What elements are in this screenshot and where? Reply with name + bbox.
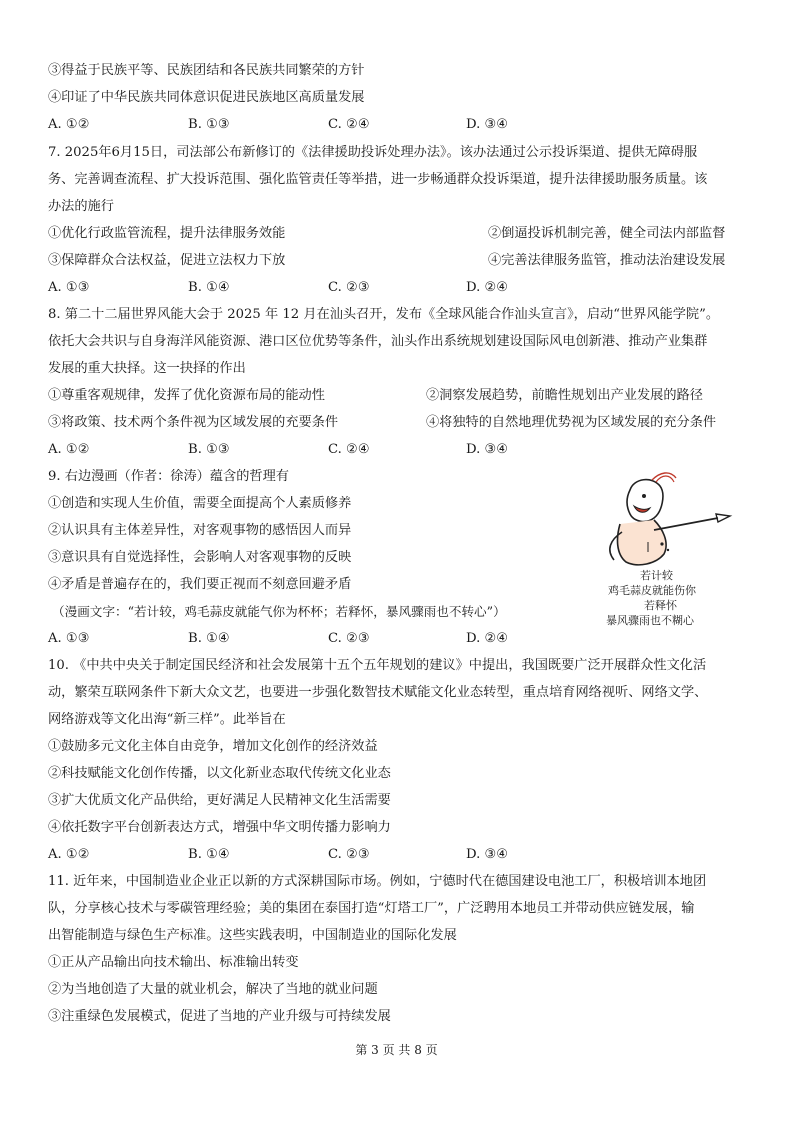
- q9-choice-d[interactable]: D. ②④: [466, 631, 509, 646]
- q8-choice-d[interactable]: D. ③④: [466, 442, 509, 457]
- q6-choice-b[interactable]: B. ①③: [188, 117, 230, 132]
- q11-statement-1: ①正从产品输出向技术输出、标准输出转变: [48, 955, 299, 970]
- q11-stem-line-2: 队，分享核心技术与零碳管理经验；美的集团在泰国打造“灯塔工厂”，广泛聘用本地员工并带动供应链发展，输: [48, 901, 695, 916]
- q10-stem-line-3: 网络游戏等文化出海“新三样”。此举旨在: [48, 712, 286, 727]
- q8-statement-4: ④将独特的自然地理优势视为区域发展的充分条件: [426, 415, 717, 430]
- q10-stem-line-1: 10. 《中共中央关于制定国民经济和社会发展第十五个五年规划的建议》中提出，我国既要广泛开展群众性文化活: [48, 658, 707, 673]
- q11-statement-2: ②为当地创造了大量的就业机会，解决了当地的就业问题: [48, 982, 378, 997]
- q7-statement-3: ③保障群众合法权益，促进立法权力下放: [48, 253, 286, 268]
- q10-statement-2: ②科技赋能文化创作传播，以文化新业态取代传统文化业态: [48, 766, 391, 781]
- q10-choice-b[interactable]: B. ①④: [188, 847, 230, 862]
- q8-statement-1: ①尊重客观规律，发挥了优化资源布局的能动性: [48, 388, 325, 403]
- q8-choices: [48, 441, 745, 459]
- q10-stem-line-2: 动，繁荣互联网条件下新大众文艺，也要进一步强化数智技术赋能文化业态转型，重点培育网络视听、网络文学、: [48, 685, 708, 700]
- q9-choice-a[interactable]: A. ①③: [48, 631, 90, 646]
- q8-choice-a[interactable]: A. ①②: [48, 442, 90, 457]
- q6-choice-d[interactable]: D. ③④: [466, 117, 509, 132]
- q7-choice-a[interactable]: A. ①③: [48, 280, 90, 295]
- q8-stem-line-3: 发展的重大抉择。这一抉择的作出: [48, 361, 246, 376]
- q9-cartoon-note: （漫画文字：“若计较，鸡毛蒜皮就能气你为杯杯；若释怀，暴风骤雨也不转心”）: [52, 604, 506, 619]
- q10-choice-d[interactable]: D. ③④: [466, 847, 509, 862]
- q10-statement-1: ①鼓励多元文化主体自由竞争，增加文化创作的经济效益: [48, 739, 378, 754]
- q7-statement-4: ④完善法律服务监管，推动法治建设发展: [488, 253, 726, 268]
- q7-statement-1: ①优化行政监管流程，提升法律服务效能: [48, 226, 286, 241]
- q6-statement-3: ③得益于民族平等、民族团结和各民族共同繁荣的方针: [48, 63, 365, 78]
- q9-statement-4: ④矛盾是普遍存在的，我们要正视而不刻意回避矛盾: [48, 577, 352, 592]
- q6-choices: [48, 116, 745, 134]
- q8-statement-3: ③将政策、技术两个条件视为区域发展的充要条件: [48, 415, 339, 430]
- cartoon-caption-line-4: 暴风骤雨也不糊心: [606, 614, 694, 627]
- q7-choice-d[interactable]: D. ②④: [466, 280, 509, 295]
- q7-statement-2: ②倒逼投诉机制完善，健全司法内部监督: [488, 226, 726, 241]
- q9-choice-b[interactable]: B. ①④: [188, 631, 230, 646]
- q8-stem-line-1: 8. 第二十二届世界风能大会于 2025 年 12 月在汕头召开，发布《全球风能合作汕头宣言》，启动“世界风能学院”。: [48, 307, 720, 322]
- q8-choice-c[interactable]: C. ②④: [328, 442, 370, 457]
- q11-stem-line-3: 出智能制造与绿色生产标准。这些实践表明，中国制造业的国际化发展: [48, 928, 457, 943]
- q7-choice-b[interactable]: B. ①④: [188, 280, 230, 295]
- q7-stem-line-3: 办法的施行: [48, 199, 114, 214]
- q9-statement-3: ③意识具有自觉选择性，会影响人对客观事物的反映: [48, 550, 352, 565]
- q10-choice-c[interactable]: C. ②③: [328, 847, 370, 862]
- q7-stem-line-1: 7. 2025年6月15日，司法部公布新修订的《法律援助投诉处理办法》。该办法通过公示投诉渠道、提供无障碍服: [48, 145, 698, 160]
- q8-stem-line-2: 依托大会共识与自身海洋风能资源、港口区位优势等条件，汕头作出系统规划建设国际风电创新港、推动产业集群: [48, 334, 708, 349]
- q10-choices: [48, 846, 745, 864]
- q6-choice-a[interactable]: A. ①②: [48, 117, 90, 132]
- q6-statement-4: ④印证了中华民族共同体意识促进民族地区高质量发展: [48, 90, 365, 105]
- q9-cartoon: [590, 468, 745, 638]
- q7-choices: [48, 279, 745, 297]
- q8-choice-b[interactable]: B. ①③: [188, 442, 230, 457]
- q10-statement-4: ④依托数字平台创新表达方式，增强中华文明传播力影响力: [48, 820, 391, 835]
- q9-stem: 9. 右边漫画（作者：徐涛）蕴含的哲理有: [48, 469, 289, 484]
- q9-statement-1: ①创造和实现人生价值，需要全面提高个人素质修养: [48, 496, 352, 511]
- q10-statement-3: ③扩大优质文化产品供给，更好满足人民精神文化生活需要: [48, 793, 391, 808]
- q7-choice-c[interactable]: C. ②③: [328, 280, 370, 295]
- page-footer: 第 3 页 共 8 页: [355, 1043, 438, 1057]
- q6-choice-c[interactable]: C. ②④: [328, 117, 370, 132]
- cartoon-caption-line-2: 鸡毛蒜皮就能伤你: [608, 584, 696, 597]
- cartoon-caption-line-1: 若计较: [640, 569, 673, 582]
- q8-statement-2: ②洞察发展趋势，前瞻性规划出产业发展的路径: [426, 388, 703, 403]
- q9-choice-c[interactable]: C. ②③: [328, 631, 370, 646]
- q7-stem-line-2: 务、完善调查流程、扩大投诉范围、强化监管责任等举措，进一步畅通群众投诉渠道，提升法律援助服务质量。该: [48, 172, 708, 187]
- q11-stem-line-1: 11. 近年来，中国制造业企业正以新的方式深耕国际市场。例如，宁德时代在德国建设电池工厂，积极培训本地团: [48, 874, 707, 889]
- q10-choice-a[interactable]: A. ①②: [48, 847, 90, 862]
- q11-statement-3: ③注重绿色发展模式，促进了当地的产业升级与可持续发展: [48, 1009, 391, 1024]
- cartoon-caption-line-3: 若释怀: [644, 599, 677, 612]
- q9-statement-2: ②认识具有主体差异性，对客观事物的感悟因人而异: [48, 523, 352, 538]
